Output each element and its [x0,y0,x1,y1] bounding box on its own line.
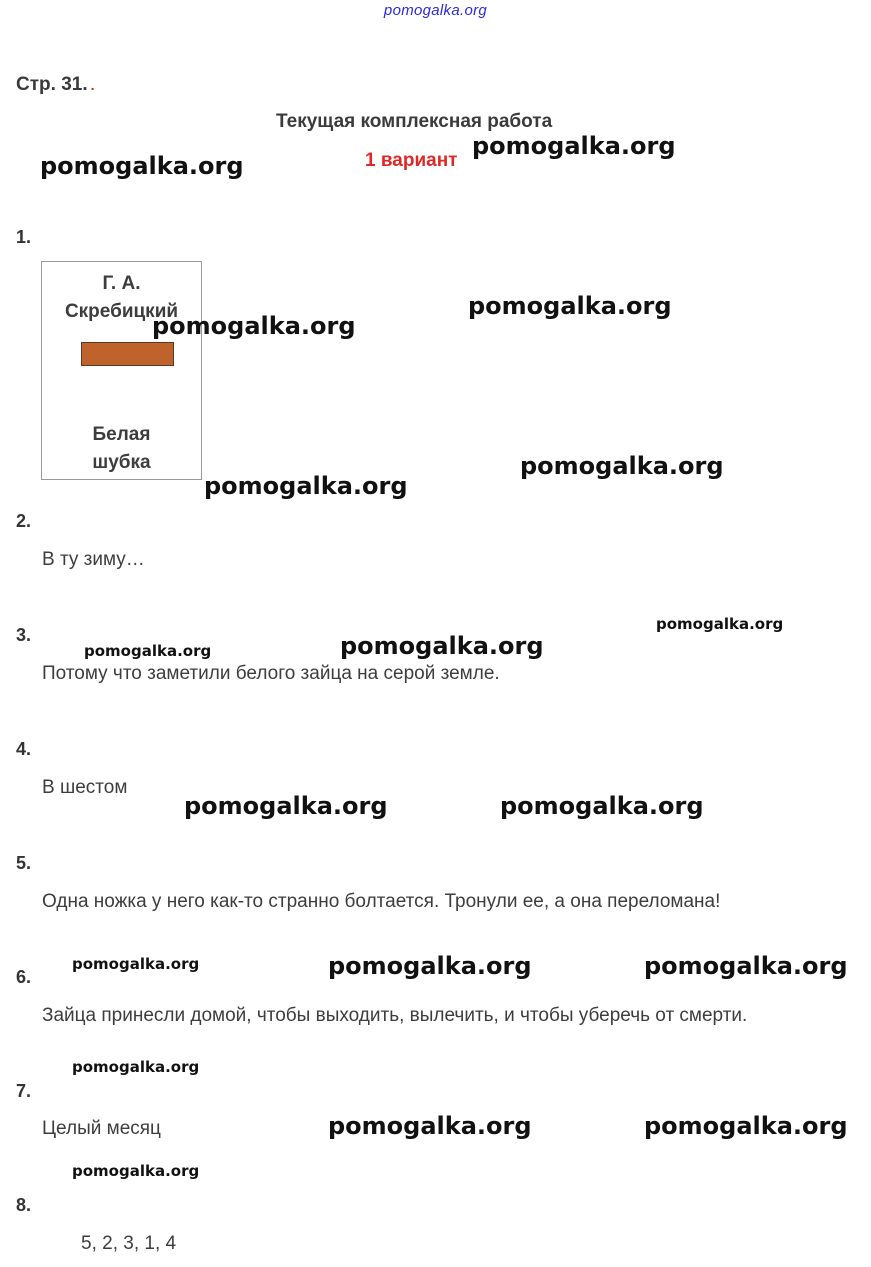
work-title: Текущая комплексная работа [276,111,553,132]
watermark: pomogalka.org [84,642,212,660]
task-number-2: 2. [16,511,32,531]
book-cover [41,261,202,480]
task-answer-8: 5, 2, 3, 1, 4 [81,1233,177,1254]
watermark: pomogalka.org [520,452,724,480]
task-answer-3: Потому что заметили белого зайца на серой земле. [42,663,500,684]
task-number-1: 1. [16,227,32,247]
watermark: pomogalka.org [328,1112,532,1140]
book-author-surname: Скребицкий [64,301,179,322]
watermark: pomogalka.org [656,615,784,633]
watermark: pomogalka.org [40,152,244,180]
task-answer-7: Целый месяц [42,1118,161,1139]
page-reference [16,74,95,96]
task-answer-6: Зайца принесли домой, чтобы выходить, вылечить, и чтобы уберечь от смерти. [42,1005,748,1026]
watermark: pomogalka.org [644,1112,848,1140]
task-number-5: 5. [16,853,32,873]
watermark: pomogalka.org [328,952,532,980]
watermark: pomogalka.org [340,632,544,660]
site-header[interactable]: pomogalka.org [383,2,488,19]
watermark: pomogalka.org [72,1058,200,1076]
task-number-3: 3. [16,625,32,645]
task-number-6: 6. [16,967,32,987]
task-answer-5: Одна ножка у него как-то странно болтается. Тронули ее, а она переломана! [42,891,721,912]
watermark: pomogalka.org [184,792,388,820]
page-reference-mark: . [90,77,95,93]
task-number-4: 4. [16,739,32,759]
watermark: pomogalka.org [500,792,704,820]
watermark: pomogalka.org [72,1162,200,1180]
task-answer-4: В шестом [42,777,128,798]
book-title [42,421,201,477]
book-title-line-2: шубка [92,452,151,473]
watermark: pomogalka.org [152,312,356,340]
task-answer-2: В ту зиму… [42,549,145,570]
variant-label: 1 вариант [365,150,458,171]
watermark: pomogalka.org [72,955,200,973]
watermark: pomogalka.org [204,472,408,500]
book-title-line-1: Белая [92,424,151,445]
page-reference-text: Стр. 31. [16,74,88,95]
task-number-7: 7. [16,1081,32,1101]
watermark: pomogalka.org [472,132,676,160]
book-title-plate [81,342,174,366]
watermark: pomogalka.org [644,952,848,980]
book-author-initials: Г. А. [102,273,141,294]
task-number-8: 8. [16,1195,32,1215]
watermark: pomogalka.org [468,292,672,320]
